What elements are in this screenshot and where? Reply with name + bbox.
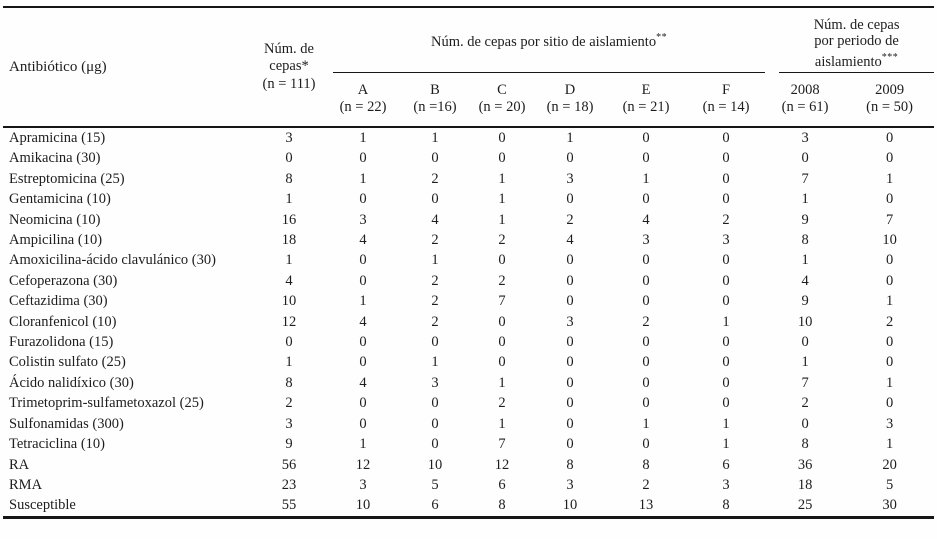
cell-value: 0 (566, 150, 574, 167)
cell-value: 20 (882, 456, 897, 473)
cell-value: 1 (566, 130, 574, 146)
cell-value: 13 (605, 495, 687, 517)
cell-value: 9 (801, 293, 809, 310)
cell-value: 0 (431, 150, 439, 167)
site-spanner-header (325, 7, 765, 73)
cell-value: 2 (885, 313, 894, 330)
cell-value: 0 (431, 191, 439, 208)
cell-value: 4 (285, 272, 293, 289)
cell-value: 1 (285, 252, 293, 269)
cell-value: 10 (281, 293, 297, 310)
cell-value: 2 (722, 211, 730, 228)
cell-value: 0 (642, 436, 650, 453)
cell-value: 8 (469, 495, 535, 517)
table-row (3, 210, 934, 230)
cell-value: 0 (722, 334, 730, 351)
cell-value: 9 (801, 211, 809, 228)
cell-value: 0 (722, 374, 730, 391)
cell-value: 5 (431, 476, 439, 493)
cell-value: 0 (642, 354, 650, 371)
cell-value: 10 (797, 313, 813, 330)
cell-value: 0 (431, 436, 439, 453)
table-row (3, 189, 934, 209)
cell-value: 0 (285, 334, 293, 351)
cell-value: 8 (566, 456, 574, 473)
cell-value: 1 (801, 354, 809, 371)
cell-value: 8 (801, 436, 809, 453)
cell-value: 0 (498, 252, 506, 269)
antibiotic-name: Furazolidona (15) (9, 334, 114, 351)
period-spanner-line-1: Núm. de cepas (813, 16, 900, 33)
cell-value: 0 (642, 191, 650, 208)
site-column-header-d (535, 73, 605, 127)
cell-value: 4 (801, 272, 809, 289)
cell-value: 1 (431, 354, 439, 371)
cell-value: 10 (427, 456, 443, 473)
cell-value: 0 (722, 354, 730, 371)
cell-value: 0 (566, 415, 574, 432)
cell-value: 3 (285, 130, 293, 146)
cell-value: 36 (797, 456, 813, 473)
table-row (3, 352, 934, 372)
cell-value: 7 (801, 374, 809, 391)
cell-value: 2 (801, 395, 809, 412)
cell-value: 5 (885, 476, 894, 493)
cell-value: 2 (642, 476, 650, 493)
cell-value: 4 (359, 313, 367, 330)
cell-value: 1 (498, 191, 506, 208)
table-row (3, 271, 934, 291)
site-column-header-c (469, 73, 535, 127)
cell-value: 0 (359, 334, 367, 351)
cell-value: 0 (642, 150, 650, 167)
cell-value: 2 (498, 272, 506, 289)
table-header (3, 7, 934, 127)
cell-value: 2 (431, 272, 439, 289)
cell-value: 3 (722, 232, 730, 249)
cell-value: 1 (431, 130, 439, 146)
cell-value: 6 (401, 495, 469, 517)
column-label: B (430, 81, 440, 98)
cell-value: 1 (885, 436, 894, 453)
cell-value: 1 (722, 415, 730, 432)
cell-value: 8 (687, 495, 765, 517)
cell-value: 2 (431, 293, 439, 310)
site-spanner-footnote-marker: ** (656, 32, 668, 44)
cell-value: 3 (885, 415, 894, 432)
cell-value: 0 (642, 252, 650, 269)
table-row (3, 332, 934, 352)
period-spanner-header (765, 7, 934, 73)
antibiotic-column-header: Antibiótico (μg) (3, 7, 253, 127)
cell-value: 6 (722, 456, 730, 473)
cell-value: 0 (642, 395, 650, 412)
cell-value: 3 (431, 374, 439, 391)
cell-value: 12 (281, 313, 297, 330)
table-row (3, 291, 934, 311)
cell-value: 0 (885, 150, 894, 167)
cell-value: 0 (431, 415, 439, 432)
resistance-table (3, 6, 934, 519)
cell-value: 0 (642, 272, 650, 289)
cell-value: 0 (566, 374, 574, 391)
cell-value: 3 (566, 476, 574, 493)
table-row (3, 434, 934, 454)
cell-value: 1 (498, 170, 506, 187)
cell-value: 7 (498, 293, 506, 310)
period-column-header-2008 (765, 73, 845, 127)
cell-value: 3 (359, 476, 367, 493)
cell-value: 18 (797, 476, 813, 493)
cell-value: 1 (359, 130, 367, 146)
cell-value: 1 (359, 436, 367, 453)
antibiotic-name: Tetraciclina (10) (9, 436, 105, 453)
cell-value: 1 (642, 170, 650, 187)
cell-value: 2 (431, 313, 439, 330)
period-spanner-footnote-marker: *** (881, 51, 899, 63)
cell-value: 0 (801, 334, 809, 351)
cell-value: 4 (431, 211, 439, 228)
column-label: A (357, 81, 369, 98)
cell-value: 1 (359, 293, 367, 310)
site-spanner-label: Núm. de cepas por sitio de aislamiento (430, 34, 657, 50)
cell-value: 8 (801, 232, 809, 249)
cell-value: 1 (498, 374, 506, 391)
cell-value: 1 (498, 211, 506, 228)
table-row (3, 127, 934, 148)
cell-value: 10 (535, 495, 605, 517)
cell-value: 4 (359, 374, 367, 391)
cell-value: 0 (885, 130, 894, 146)
cell-value: 1 (285, 354, 293, 371)
cell-value: 0 (885, 395, 894, 412)
cell-value: 0 (431, 395, 439, 412)
cell-value: 3 (566, 313, 574, 330)
cell-value: 1 (359, 170, 367, 187)
cell-value: 0 (359, 395, 367, 412)
column-label: 2009 (875, 81, 905, 98)
antibiotic-name: Ampicilina (10) (9, 232, 103, 249)
cell-value: 2 (431, 170, 439, 187)
table-row (3, 393, 934, 413)
cell-value: 0 (642, 334, 650, 351)
antibiotic-name: Amikacina (30) (9, 150, 101, 167)
cell-value: 2 (642, 313, 650, 330)
cell-value: 2 (285, 395, 293, 412)
cell-value: 3 (359, 211, 367, 228)
antibiotic-name: Gentamicina (10) (9, 191, 111, 208)
cell-value: 3 (722, 476, 730, 493)
column-n: (n = 22) (339, 99, 387, 115)
antibiotic-name: RA (9, 456, 30, 473)
antibiotic-name: Amoxicilina-ácido clavulánico (30) (9, 252, 216, 269)
cell-value: 6 (498, 476, 506, 493)
cell-value: 4 (359, 232, 367, 249)
cell-value: 1 (642, 415, 650, 432)
cell-value: 3 (566, 170, 574, 187)
antibiotic-name: Colistin sulfato (25) (9, 354, 126, 371)
column-n: (n = 61) (781, 99, 829, 115)
cell-value: 0 (722, 130, 730, 146)
cell-value: 8 (285, 374, 293, 391)
column-n: (n = 21) (622, 99, 670, 115)
cell-value: 0 (498, 130, 506, 146)
antibiotic-name: Sulfonamidas (300) (9, 415, 124, 432)
antibiotic-name: Susceptible (3, 495, 253, 517)
cell-value: 1 (722, 313, 730, 330)
cell-value: 0 (801, 150, 809, 167)
period-column-header-2009 (845, 73, 934, 127)
column-label: 2008 (790, 81, 820, 98)
cell-value: 0 (885, 191, 894, 208)
cell-value: 10 (882, 232, 897, 249)
cell-value: 0 (566, 252, 574, 269)
site-column-header-f (687, 73, 765, 127)
cell-value: 16 (281, 211, 297, 228)
cell-value: 0 (285, 150, 293, 167)
cell-value: 3 (285, 415, 293, 432)
cell-value: 23 (281, 476, 297, 493)
cell-value: 0 (722, 395, 730, 412)
cell-value: 0 (566, 191, 574, 208)
cell-value: 0 (431, 334, 439, 351)
cell-value: 0 (722, 150, 730, 167)
cell-value: 0 (642, 130, 650, 146)
table-row (3, 373, 934, 393)
cell-value: 30 (845, 495, 934, 517)
column-label: D (564, 81, 576, 98)
column-n: (n = 18) (546, 99, 594, 115)
cell-value: 8 (642, 456, 650, 473)
cell-value: 56 (281, 456, 297, 473)
cell-value: 4 (642, 211, 650, 228)
cell-value: 0 (885, 252, 894, 269)
cell-value: 0 (885, 334, 894, 351)
cell-value: 1 (885, 293, 894, 310)
cell-value: 0 (642, 374, 650, 391)
cell-value: 3 (642, 232, 650, 249)
cell-value: 12 (494, 456, 510, 473)
cell-value: 0 (722, 170, 730, 187)
cell-value: 0 (566, 436, 574, 453)
site-column-header-a (325, 73, 401, 127)
cell-value: 1 (285, 191, 293, 208)
cell-value: 0 (722, 252, 730, 269)
scanned-paper-table-page (0, 6, 937, 539)
antibiotic-name: RMA (9, 476, 43, 493)
cell-value: 0 (359, 415, 367, 432)
cell-value: 0 (566, 395, 574, 412)
table-row (3, 148, 934, 168)
cell-value: 0 (885, 354, 894, 371)
cell-value: 3 (801, 130, 809, 146)
cell-value: 1 (722, 436, 730, 453)
cell-value: 0 (359, 354, 367, 371)
cell-value: 0 (722, 272, 730, 289)
cell-value: 2 (566, 211, 574, 228)
cell-value: 1 (885, 170, 894, 187)
table-row (3, 312, 934, 332)
antibiotic-name: Apramicina (15) (9, 130, 106, 146)
total-header-line-3: (n = 111) (262, 75, 316, 92)
table-row (3, 169, 934, 189)
antibiotic-name: Ácido nalidíxico (30) (9, 374, 134, 391)
cell-value: 0 (498, 334, 506, 351)
cell-value: 0 (498, 313, 506, 330)
total-header-line-1: Núm. de (264, 40, 314, 57)
column-label: C (497, 81, 507, 98)
cell-value: 7 (885, 211, 894, 228)
cell-value: 9 (285, 436, 293, 453)
cell-value: 0 (359, 252, 367, 269)
cell-value: 2 (498, 232, 506, 249)
cell-value: 0 (722, 293, 730, 310)
cell-value: 1 (885, 374, 894, 391)
cell-value: 1 (801, 252, 809, 269)
table-row (3, 230, 934, 250)
site-column-header-b (401, 73, 469, 127)
cell-value: 0 (359, 272, 367, 289)
total-strains-column-header (253, 7, 325, 127)
antibiotic-name: Cefoperazona (30) (9, 272, 118, 289)
antibiotic-name: Cloranfenicol (10) (9, 313, 117, 330)
table-row (3, 414, 934, 434)
antibiotic-name: Neomicina (10) (9, 211, 101, 228)
column-n: (n =16) (413, 99, 457, 115)
cell-value: 0 (885, 272, 894, 289)
cell-value: 2 (431, 232, 439, 249)
cell-value: 0 (359, 191, 367, 208)
header-spanner-row (3, 7, 934, 73)
antibiotic-name: Ceftazidima (30) (9, 293, 108, 310)
period-spanner-line-2: por periodo de (814, 33, 899, 50)
antibiotic-name: Estreptomicina (25) (9, 170, 125, 187)
table-row (3, 475, 934, 495)
cell-value: 10 (325, 495, 401, 517)
cell-value: 7 (801, 170, 809, 187)
column-label: E (641, 81, 651, 98)
cell-value: 0 (566, 293, 574, 310)
column-n: (n = 14) (702, 99, 750, 115)
cell-value: 0 (566, 334, 574, 351)
table-row (3, 455, 934, 475)
cell-value: 0 (566, 272, 574, 289)
cell-value: 0 (566, 354, 574, 371)
cell-value: 2 (498, 395, 506, 412)
cell-value: 4 (566, 232, 574, 249)
cell-value: 8 (285, 170, 293, 187)
table-body (3, 127, 934, 517)
column-label: F (722, 81, 731, 98)
cell-value: 1 (801, 191, 809, 208)
cell-value: 55 (253, 495, 325, 517)
table-row (3, 250, 934, 270)
table-row (3, 495, 934, 517)
cell-value: 0 (801, 415, 809, 432)
cell-value: 0 (722, 191, 730, 208)
column-n: (n = 50) (866, 99, 913, 115)
cell-value: 0 (498, 354, 506, 371)
column-n: (n = 20) (478, 99, 526, 115)
cell-value: 0 (359, 150, 367, 167)
cell-value: 7 (498, 436, 506, 453)
period-spanner-line-3: aislamiento (814, 53, 882, 70)
cell-value: 1 (431, 252, 439, 269)
site-column-header-e (605, 73, 687, 127)
cell-value: 18 (281, 232, 297, 249)
total-header-line-2: cepas* (269, 58, 309, 75)
antibiotic-name: Trimetoprim-sulfametoxazol (25) (9, 395, 204, 412)
cell-value: 12 (355, 456, 371, 473)
cell-value: 0 (642, 293, 650, 310)
cell-value: 25 (765, 495, 845, 517)
cell-value: 0 (498, 150, 506, 167)
cell-value: 1 (498, 415, 506, 432)
